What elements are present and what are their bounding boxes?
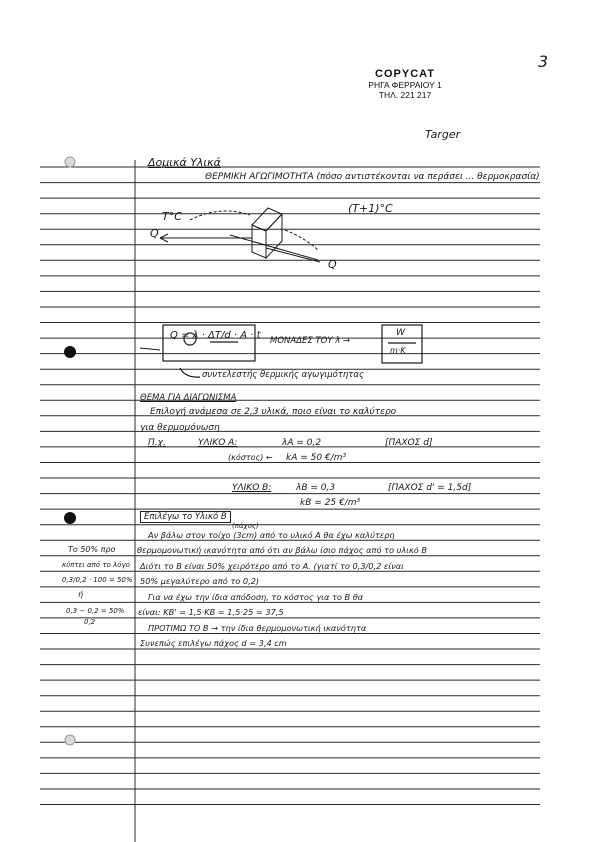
margin-note-3: 0,3/0,2 · 100 = 50%	[62, 576, 133, 584]
material-b-label: ΥΛΙΚΟ Β:	[232, 483, 272, 493]
topic-title: ΘΕΡΜΙΚΗ ΑΓΩΓΙΜΟΤΗΤΑ (πόσο αντιστέκονται να περάσει ... θερμοκρασία)	[205, 172, 540, 182]
body-line-8: Συνεπώς επιλέγω πάχος d = 3,4 cm	[140, 638, 287, 648]
heat-q-left: Q	[150, 227, 159, 240]
units-underline	[140, 348, 160, 350]
margin-note-2: κύπτει από το λόγο	[62, 561, 130, 569]
heat-flow-diagram	[160, 208, 320, 262]
body-line-7: ΠΡΟΤΙΜΩ ΤΟ Β → την ίδια θερμομονωτική ικανότητα	[148, 623, 367, 633]
choice-box: Επιλέγω το Υλικό Β	[140, 511, 231, 523]
temp-right-label: (T+1)°C	[348, 202, 393, 215]
material-a-cost-label: (κόστος) ←	[228, 453, 273, 462]
margin-note-5: 0,3 − 0,2 = 50%	[66, 607, 125, 615]
material-b-cost: kB = 25 €/m³	[300, 498, 361, 508]
body-line-1: Αν βάλω στον τοίχο (3cm) από το υλικό Α θα έχω καλύτερη	[148, 530, 395, 540]
body-line-6: είναι: KB' = 1,5·KB = 1,5·25 = 37,5	[138, 607, 284, 617]
units-denominator: m·K	[390, 346, 406, 355]
body-line-2: θερμομονωτική ικανότητα από ότι αν βάλω ίσιο πάχος από το υλικό Β	[137, 545, 428, 555]
material-a-label: ΥΛΙΚΟ Α:	[198, 438, 238, 448]
units-numerator: W	[396, 328, 405, 338]
material-a-cost: kA = 50 €/m³	[286, 453, 347, 463]
margin-note-1: Το 50% προ	[68, 545, 116, 554]
conduction-formula: Q = λ · ΔT/d · A · t	[170, 330, 261, 341]
stamp-line-1: COPYCAT	[375, 68, 435, 80]
example-label: Π.χ.	[148, 438, 166, 448]
stamp-line-2: ΡΗΓΑ ΦΕΡΡΑΙΟΥ 1	[368, 80, 442, 90]
heat-q-right: Q	[328, 258, 337, 271]
choice-note: (πάχος)	[232, 522, 259, 530]
material-a-thickness: [ΠΑΧΟΣ d]	[385, 438, 433, 448]
material-b-lambda: λΒ = 0,3	[296, 483, 336, 493]
material-a-lambda: λΑ = 0,2	[282, 438, 322, 448]
exam-question-1: Επιλογή ανάμεσα σε 2,3 υλικά, ποιο είναι το καλύτερο	[150, 407, 397, 417]
subject-title: Δομικά Υλικά	[148, 156, 221, 169]
copy-shop-stamp	[350, 68, 460, 100]
margin-note-4: ή	[78, 590, 84, 599]
author-name: Targer	[425, 128, 461, 141]
margin-note-6: 0,2	[84, 618, 96, 626]
exam-question-2: για θερμομόνωση	[140, 423, 220, 433]
units-label: ΜΟΝΑΔΕΣ ΤΟΥ λ →	[270, 336, 351, 346]
temp-left-label: T°C	[162, 210, 182, 223]
coefficient-label: συντελεστής θερμικής αγωγιμότητας	[202, 370, 365, 380]
body-line-3: Διότι το Β είναι 50% χειρότερο από το Α. (γιατί το 0,3/0,2 είναι	[140, 561, 404, 571]
body-line-5: Για να έχω την ίδια απόδοση, το κόστος για το Β θα	[148, 592, 364, 602]
body-line-4: 50% μεγαλύτερο από το 0,2)	[140, 576, 260, 586]
exam-title: ΘΕΜΑ ΓΙΑ ΔΙΑΓΩΝΙΣΜΑ	[140, 393, 237, 403]
material-b-thickness: [ΠΑΧΟΣ d' = 1,5d]	[388, 483, 472, 493]
page-number: 3	[538, 52, 549, 71]
stamp-line-3: ΤΗΛ. 221 217	[378, 90, 432, 100]
